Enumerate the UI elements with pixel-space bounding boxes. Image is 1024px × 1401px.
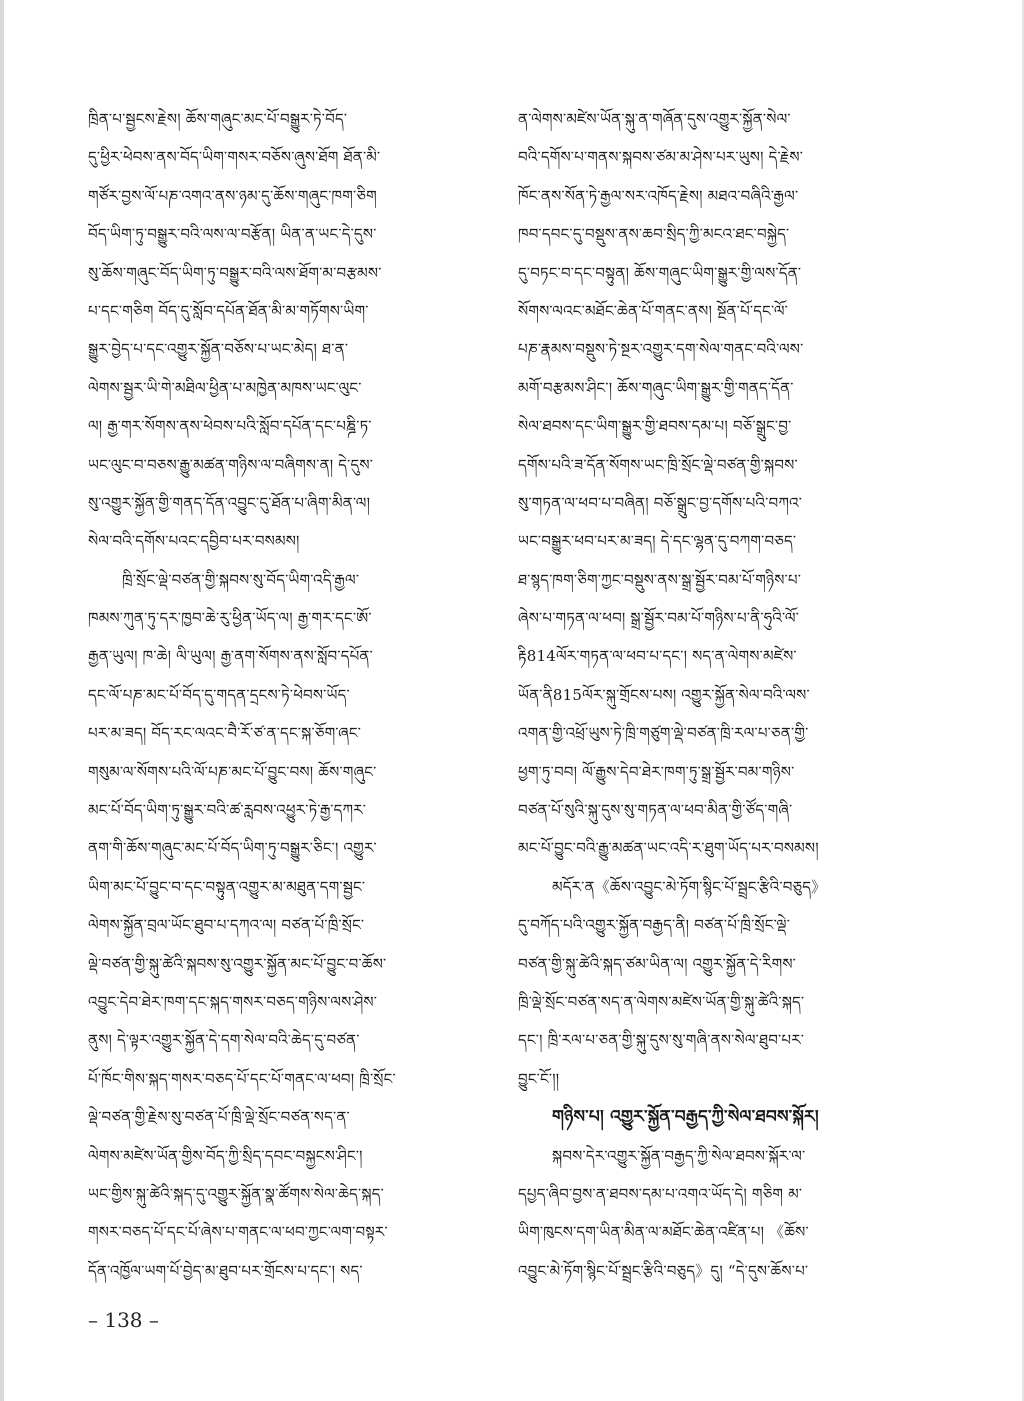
text-line: དགོས་པའི་ཟ་དོན་སོགས་ཡང་ཁྲི་སྲོང་ལྡེ་བཙན་གྱི་སྐབས་: [518, 455, 798, 474]
text-line: དང་ལོ་པཎ་མང་པོ་བོད་དུ་གདན་དྲངས་ཏེ་ཕེབས་ཡོད་: [88, 685, 350, 704]
text-line: ཡང་བསྒྱུར་ཕབ་པར་མ་ཟད། དེ་དང་ལྷན་དུ་བཀག་བཅད་: [518, 532, 797, 551]
text-line: བྱུང་ངོ་།།: [518, 1069, 560, 1088]
text-line: ཐ་སྙད་ཁག་ཅིག་ཀྱང་བསྡུས་ནས་སྒྲ་སྦྱོར་བམ་པོ་གཉིས་པ་: [518, 570, 802, 589]
text-line: ཁམས་ཀུན་ཏུ་དར་ཁྱབ་ཆེ་རུ་ཕྱིན་ཡོད་ལ། རྒྱ་གར་དང་ཨོ་: [88, 609, 372, 628]
text-line: ནུས། དེ་ལྟར་འགྱུར་སྐྱོན་དེ་དག་སེལ་བའི་ཆེད་དུ་བཙན་: [88, 1031, 360, 1050]
text-line: དང་། ཁྲི་རལ་པ་ཅན་གྱི་སྐུ་དུས་སུ་གཞི་ནས་སེལ་ཐུབ་པར་: [518, 1031, 805, 1050]
text-line: ལྡེ་བཙན་གྱི་རྗེས་སུ་བཙན་པོ་ཁྲི་ལྡེ་སྲོང་བཙན་སད་ན་: [88, 1108, 350, 1127]
text-line: པར་མ་ཟད། བོད་རང་ལའང་བཻ་རོ་ཙ་ན་དང་སྐ་ཅོག་ཞང་: [88, 724, 362, 743]
text-line: མང་པོ་བྱུང་བའི་རྒྱུ་མཚན་ཡང་འདི་ར་ཐུག་ཡོད་པར་བསམས།: [518, 839, 819, 858]
page-number: – 138 –: [88, 1308, 159, 1332]
text-line: རྒྱན་ཡུལ། ཁ་ཆེ། ལི་ཡུལ། རྒྱ་ནག་སོགས་ནས་སློབ་དཔོན་: [88, 647, 373, 666]
text-line: སོགས་ལའང་མཐོང་ཆེན་པོ་གནང་ནས། སྔོན་པོ་དང་ལོ་: [518, 301, 789, 320]
text-line: གཙོར་བྱས་ལོ་པཎ་འགའ་ནས་ཉམ་དུ་ཆོས་གཞུང་ཁག་ཅིག: [88, 186, 377, 205]
text-line: ལེགས་སྦྱར་ཡི་གེ་མཐིལ་ཕྱིན་པ་མཁྱེན་མཁས་ཡང་ལུང་: [88, 378, 362, 397]
text-line: ན་ལེགས་མཛེས་ཡོན་སྐུ་ན་གཞོན་དུས་འགྱུར་སྐྱོན་སེལ་: [518, 110, 791, 128]
text-line: པཎ་རྣམས་བསྡུས་ཏེ་སྔར་འགྱུར་དག་སེལ་གནང་བའི་ལས་: [518, 340, 804, 359]
text-line: ལེགས་སྐྱོན་བྲལ་ཡོང་ཐུབ་པ་དཀའ་ལ། བཙན་པོ་ཁྲི་སྲོང་: [88, 916, 365, 935]
text-line: པ་དང་གཅིག བོད་དུ་སློབ་དཔོན་ཐོན་མི་མ་གཏོགས་ཡིག་: [88, 301, 369, 320]
text-line: ཕྱག་ཏུ་བབ། ལོ་རྒྱུས་དེབ་ཐེར་ཁག་ཏུ་སྒྲ་སྦྱོར་བམ་གཉིས་: [518, 762, 795, 781]
text-line: སྒྱུར་བྱེད་པ་དང་འགྱུར་སྐྱོན་བཅོས་པ་ཡང་མེད། ཐ་ན་: [88, 340, 349, 359]
text-line: དོན་འཁྱོལ་ཡག་པོ་བྱེད་མ་ཐུབ་པར་གྲོངས་པ་དང་། སད་: [88, 1261, 363, 1280]
text-line: སེལ་ཐབས་དང་ཡིག་སྒྱུར་གྱི་ཐབས་དམ་པ། བཅོ་སྒྲུང་བྱ་: [518, 417, 792, 436]
text-line: ཁབ་དབང་དུ་བསྡུས་ནས་ཆབ་སྲིད་ཀྱི་མངའ་ཐང་བསྐྱེད་: [518, 225, 790, 244]
text-line: ལྡེ་བཙན་གྱི་སྐུ་ཚེའི་སྐབས་སུ་འགྱུར་སྐྱོན་མང་པོ་བྱུང་བ་ཆོས་: [88, 954, 387, 973]
text-line: བོད་ཡིག་ཏུ་བསྒྱུར་བའི་ལས་ལ་བརྩོན། ཡིན་ན་ཡང་དེ་དུས་: [88, 225, 377, 244]
section-heading: གཉིས་པ། འགྱུར་སྐྱོན་བརྒྱད་ཀྱི་སེལ་ཐབས་སྐོར།: [552, 1107, 819, 1128]
text-line: པོ་ཁོང་གིས་སྐད་གསར་བཅད་པོ་དང་པོ་གནང་ལ་ཕབ། ཁྲི་སྲོང་: [88, 1069, 396, 1088]
text-line: འབྱུང་དེབ་ཐེར་ཁག་དང་སྐད་གསར་བཅད་གཉིས་ལས་ཤེས་: [88, 992, 378, 1011]
text-line: བཙན་གྱི་སྐུ་ཚེའི་སྐད་ཙམ་ཡིན་ལ། འགྱུར་སྐྱོན་དེ་རིགས་: [518, 954, 797, 973]
text-line: འགན་གྱི་འཕྲོ་ཡུས་ཏེ་ཁྲི་གཙུག་ལྡེ་བཙན་ཁྲི་རལ་པ་ཅན་གྱི་: [518, 724, 809, 743]
text-line: སུ་གཏན་ལ་ཕབ་པ་བཞིན། བཅོ་སྒྲུང་བྱ་དགོས་པའི་བཀའ་: [518, 493, 803, 512]
text-line: ཁྲི་སྲོང་ལྡེ་བཙན་གྱི་སྐབས་སུ་བོད་ཡིག་འདི་རྒྱལ་: [122, 570, 360, 589]
text-line: ཡང་ལུང་བ་བཅས་རྒྱུ་མཚན་གཉིས་ལ་བཞིགས་ན། དེ་དུས་: [88, 455, 374, 474]
text-line: མདོར་ན《ཆོས་འབྱུང་མེ་ཏོག་སྙིང་པོ་སྦྲང་རྩིའི་བཅུད》: [552, 877, 827, 896]
text-line: ལེགས་མཛེས་ཡོན་གྱིས་བོད་ཀྱི་སྲིད་དབང་བསྐྱངས་ཤིང་།: [88, 1146, 363, 1165]
text-line: གསུམ་ལ་སོགས་པའི་ལོ་པཎ་མང་པོ་བྱུང་བས། ཆོས་གཞུང་: [88, 762, 377, 781]
left-column: [88, 100, 488, 1290]
text-line: དུ་ཕྱིར་ཕེབས་ནས་བོད་ཡིག་གསར་བཅོས་ཞུས་ཐོག ཐོན་མི་: [88, 148, 381, 167]
text-line: སུ་ཆོས་གཞུང་བོད་ཡིག་ཏུ་བསྒྱུར་བའི་ལས་ཐོག་མ་བརྩམས་: [88, 263, 382, 282]
text-line: ཁྲིན་པ་སྦྱངས་རྗེས། ཆོས་གཞུང་མང་པོ་བསྒྱུར་ཏེ་བོད་: [88, 110, 348, 128]
text-line: ཡིག་ཁུངས་དག་ཡིན་མིན་ལ་མཐོང་ཆེན་འཛིན་པ། 《ཆོས་: [518, 1223, 809, 1242]
text-line: ཁྲི་ལྡེ་སྲོང་བཙན་སད་ན་ལེགས་མཛེས་ཡོན་གྱི་སྐུ་ཚེའི་སྐད་: [518, 992, 805, 1011]
text-line: དུ་བཏང་བ་དང་བསྟུན། ཆོས་གཞུང་ཡིག་སྒྱུར་གྱི་ལས་དོན་: [518, 263, 802, 282]
text-line: འབྱུང་མེ་ཏོག་སྙིང་པོ་སྦྲང་རྩིའི་བཅུད》དུ། “དེ་དུས་ཆོས་པ་: [518, 1261, 809, 1280]
text-line: ཡང་གྱིས་སྐུ་ཚེའི་སྐད་དུ་འགྱུར་སྐྱོན་སྣ་ཚོགས་སེལ་ཆེད་སྐད་: [88, 1184, 384, 1203]
text-line: མགོ་བརྩམས་ཤིང་། ཆོས་གཞུང་ཡིག་སྒྱུར་གྱི་གནད་དོན་: [518, 378, 794, 397]
text-line: གསར་བཅད་པོ་དང་པོ་ཞེས་པ་གནང་ལ་ཕབ་ཀྱང་ལག་བསྟར་: [88, 1223, 388, 1242]
text-line: ལ། རྒྱ་གར་སོགས་ནས་ཕེབས་པའི་སློབ་དཔོན་དང་པཎྜི་ཏ་: [88, 417, 372, 436]
page-edge-left: [0, 0, 4, 1401]
text-line: བཙན་པོ་སུའི་སྐུ་དུས་སུ་གཏན་ལ་ཕབ་མིན་གྱི་ཙོད་གཞི་: [518, 801, 793, 820]
text-line: རྟི814ལོར་གཏན་ལ་ཕབ་པ་དང་། སད་ན་ལེགས་མཛེས་: [518, 647, 797, 666]
text-line: དཔྱད་ཞིབ་བྱས་ན་ཐབས་དམ་པ་འགའ་ཡོད་དེ། གཅིག མ་: [518, 1184, 803, 1203]
text-line: སུ་འགྱུར་སྐྱོན་གྱི་གནད་དོན་འབྱུང་དུ་ཐོན་པ་ཞིག་མིན་ལ།: [88, 493, 371, 512]
text-line: སེལ་བའི་དགོས་པའང་དབྱིབ་པར་བསམས།: [88, 532, 300, 551]
right-column: [518, 100, 918, 1290]
text-line: དུ་བཀོད་པའི་འགྱུར་སྐྱོན་བརྒྱད་ནི། བཙན་པོ་ཁྲི་སྲོང་ལྡེ་: [518, 916, 791, 935]
text-line: ཞེས་པ་གཏན་ལ་ཕབ། སྒྲ་སྦྱོར་བམ་པོ་གཉིས་པ་ནི་ཧུའི་ལོ་: [518, 609, 800, 628]
text-line: མང་པོ་བོད་ཡིག་ཏུ་སྒྱུར་བའི་ཚ་རླབས་འཕྱུར་ཏེ་རྒྱ་དཀར་: [88, 801, 367, 820]
text-line: བའི་དགོས་པ་གནས་སྐབས་ཙམ་མ་ཤེས་པར་ཡུས། དེ་རྗེས་: [518, 148, 804, 167]
text-line: ཁོང་ནས་སོན་ཏེ་རྒྱལ་སར་འཁོད་རྗེས། མཐའ་བཞིའི་རྒྱལ་: [518, 186, 799, 205]
text-line: ནག་གི་ཆོས་གཞུང་མང་པོ་བོད་ཡིག་ཏུ་བསྒྱུར་ཅིང་། འགྱུར་: [88, 839, 377, 858]
text-line: ཡོན་ནི815ལོར་སྐུ་གྲོངས་པས། འགྱུར་སྐྱོན་སེལ་བའི་ལས་: [518, 685, 810, 704]
text-line: ཡིག་མང་པོ་བྱུང་བ་དང་བསྟུན་འགྱུར་མ་མཐུན་དག་སྦྱང་: [88, 877, 366, 896]
text-line: སྐབས་དེར་འགྱུར་སྐྱོན་བརྒྱད་ཀྱི་སེལ་ཐབས་སྐོར་ལ་: [552, 1146, 806, 1165]
